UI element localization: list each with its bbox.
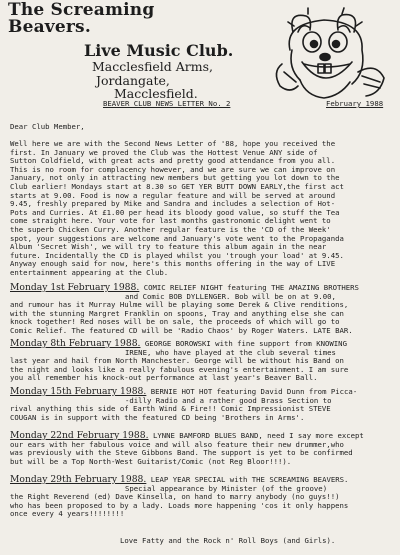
event-entry [10, 388, 357, 422]
event-line: LYNNE BAMFORD BLUES BAND, need I say more except [152, 431, 364, 440]
club-name [8, 2, 154, 36]
event-line: COUGAN is in support with the featured CD being 'Brothers in Arms'. [10, 412, 305, 422]
paragraph-line: 9.45, freshly prepared by Mike and Sandra and includes a selection of Hot- [10, 199, 336, 209]
paragraph-line: Club earlier! Mondays start at 8.30 so GET YER BUTT DOWN EARLY,the first act [10, 181, 344, 191]
event-date: Monday 8th February 1988. [10, 338, 141, 349]
paragraph-line: come straight here. Your vote for last months gastronomic delight went to [10, 216, 331, 226]
event-line: LEAP YEAR SPECIAL with THE SCREAMING BEAVERS. [150, 475, 349, 484]
newsletter-heading [103, 100, 395, 109]
paragraph-line: the superb Chicken Curry. Another regular feature is the 'CD of the Week' [10, 224, 331, 234]
paragraph-line: Album 'Secret Wish', we will try to feature this album again in the near [10, 242, 327, 252]
event-line: Special appearance by Minister (of the groove) [125, 483, 328, 493]
event-entry [10, 284, 359, 336]
paragraph-line: Well here we are with the Second News Letter of '88, hope you received the [10, 139, 336, 148]
event-line: but will be a Top North-West Guitarist/Comic (not Reg Bloor!!!). [10, 456, 292, 466]
club-tagline: Live Music Club. [84, 41, 234, 60]
event-line: last year and hail from North Manchester. George will be without his Band on [10, 356, 344, 366]
newsletter-date: February 1988 [326, 99, 384, 108]
event-date: Monday 29th February 1988. [10, 474, 147, 485]
paragraph-line: This is no room for complacency however, and we are sure we can improve on [10, 164, 336, 174]
event-line: the Right Reverend (ed) Dave Kinsella, on hand to marry anybody (no guys!!) [10, 492, 340, 502]
event-line: and Comic BOB DYLLENGER. Bob will be on at 9.00, [125, 291, 336, 301]
event-line: Comic Relief. The featured CD will be 'Radio Chaos' by Roger Waters. LATE BAR. [10, 325, 353, 335]
event-line: the night and looks like a really fabulous evening's entertainment. I am sure [10, 364, 349, 374]
paragraph-line: future. Incidentally the CD is played whilst you 'trough your load' at 9.45. [10, 250, 344, 260]
paragraph-line: spot, your suggestions are welcome and January's vote went to the Propaganda [10, 233, 344, 243]
event-line: who has been proposed to by a lady. Loads more happening 'cos it only happens [10, 500, 349, 510]
event-date: Monday 22nd February 1988. [10, 430, 149, 441]
event-line: and rumour has it Murray Hulme will be playing some Derek & Clive renditions, [10, 300, 349, 310]
event-entry [10, 340, 348, 383]
event-line: GEORGE BOROWSKI with fine support from KNOWING [144, 339, 347, 348]
newsletter-title: BEAVER CLUB NEWS LETTER No. 2 [103, 99, 231, 108]
beaver-mascot-icon [268, 2, 392, 106]
address-line: Macclesfield. [114, 86, 198, 101]
club-name-line: Beavers. [8, 17, 91, 37]
paragraph-line: January, not only in attracting new members but getting you lot down to the [10, 173, 340, 183]
event-entry [10, 476, 348, 519]
event-line: with the stunning Margret Franklin on spoons, Tray and anything else she can [10, 308, 344, 318]
event-entry [10, 432, 364, 466]
paragraph-line: Sutton Coldfield, with great acts and pretty good attendance from you all. [10, 156, 336, 166]
event-line: rival anything this side of Earth Wind & Fire!! Comic Impressionist STEVE [10, 404, 331, 414]
club-name-line: The Screaming [8, 0, 155, 20]
address-line: Jordangate, [96, 72, 170, 88]
signoff: Love Fatty and the Rock n' Roll Boys (and Girls). [120, 536, 336, 545]
event-date: Monday 1st February 1988. [10, 282, 140, 293]
event-line: was previously with the Steve Gibbons Band. The support is yet to be confirmed [10, 448, 353, 458]
event-line: -dilly Radio and a rather good Brass Section to [125, 395, 332, 405]
event-line: you all remember his knock-out performance at last year's Beaver Ball. [10, 373, 318, 383]
paragraph-line: starts at 9.00. Food is now a regular feature and will be served at around [10, 190, 336, 200]
event-line: COMIC RELIEF NIGHT featuring THE AMAZING BROTHERS [143, 283, 359, 292]
paragraph-line: first. In January we proved the Club was the Hottest Venue ANY side of [10, 147, 318, 157]
intro-paragraph [10, 140, 344, 278]
greeting: Dear Club Member, [10, 122, 85, 131]
event-line: IRENE, who have played at the club several times [125, 347, 336, 357]
event-line: knock together! Red noses will be on sale, the proceeds of which will go to [10, 317, 340, 327]
paragraph-line: Pots and Curries. At £1.00 per head its bloody good value, so stuff the Tea [10, 207, 340, 217]
paragraph-line: entertainment appearing at the Club. [10, 267, 169, 277]
event-line: BERNIE HOT HOT featuring David Dunn from Picca- [150, 387, 358, 396]
address-line: Macclesfield Arms, [92, 59, 214, 74]
paragraph-line: Anyway enough said for now, here's this months offering in the way of LIVE [10, 259, 336, 269]
event-date: Monday 15th February 1988. [10, 386, 147, 397]
club-address [84, 41, 234, 102]
event-line: once every 4 years!!!!!!!! [10, 509, 125, 519]
event-line: our ears with her fabulous voice and will also feature their new drummer,who [10, 439, 344, 449]
